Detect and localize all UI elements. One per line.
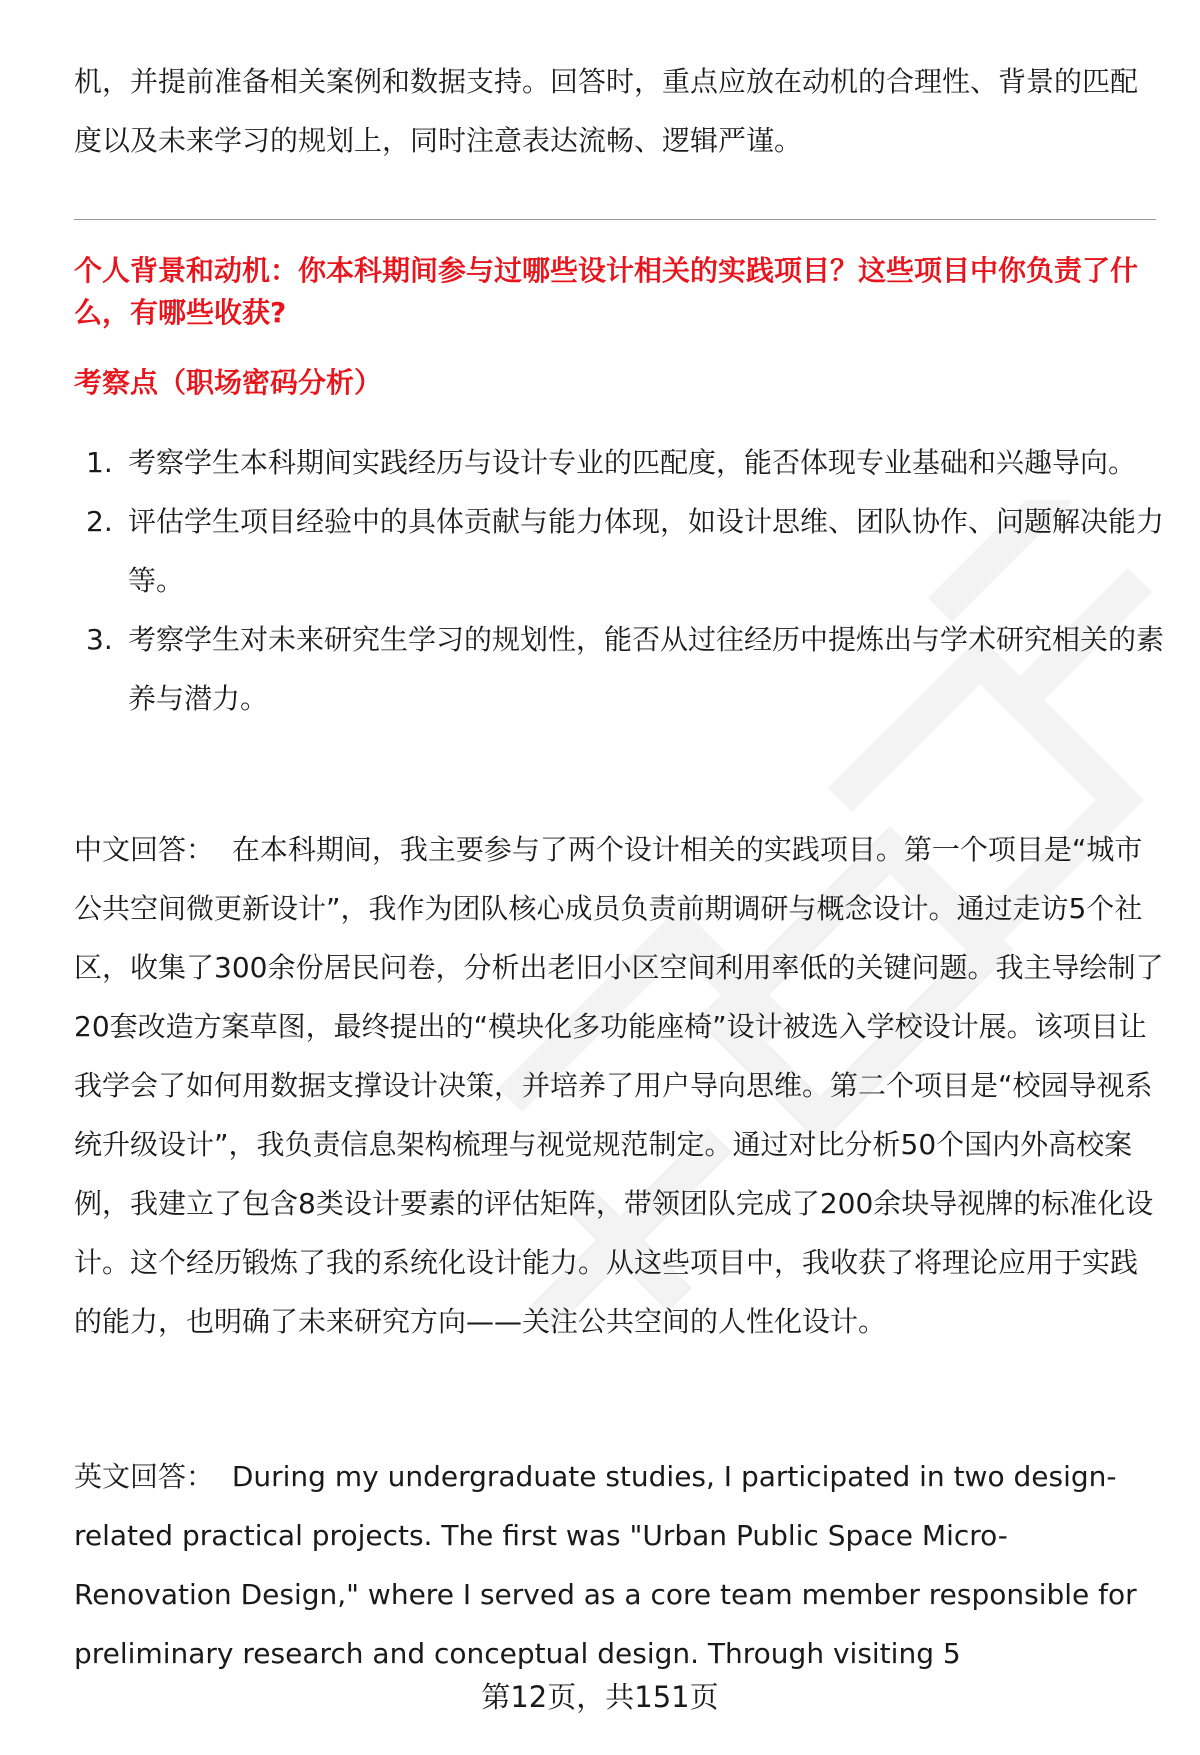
page-footer: 第12页，共151页	[481, 1680, 719, 1714]
intro-paragraph: 机，并提前准备相关案例和数据支持。回答时，重点应放在动机的合理性、背景的匹配度以及未来学习的规划上，同时注意表达流畅、逻辑严谨。	[74, 65, 1139, 157]
question-heading: 个人背景和动机：你本科期间参与过哪些设计相关的实践项目？这些项目中你负责了什么，有哪些收获?	[74, 254, 1139, 329]
chinese-answer-text: 在本科期间，我主要参与了两个设计相关的实践项目。第一个项目是“城市公共空间微更新设计”，我作为团队核心成员负责前期调研与概念设计。通过走访5个社区，收集了300余份居民问卷，分析出老旧小区空间利用率低的关键问题。我主导绘制了20套改造方案草图，最终提出的“模块化多功能座椅”设计被选入学校设计展。该项目让我学会了如何用数据支撑设计决策，并培养了用户导向思维。第二个项目是“校园导视系统升级设计”，我负责信息架构梳理与视觉规范制定。通过对比分析50个国内外高校案例，我建立了包含8类设计要素的评估矩阵，带领团队完成了200余块导视牌的标准化设计。这个经历锻炼了我的系统化设计能力。从这些项目中，我收获了将理论应用于实践的能力，也明确了未来研究方向——关注公共空间的人性化设计。	[74, 833, 1164, 1338]
english-answer-text: During my undergraduate studies, I participated in two design-related practical projects. The first was "Urban Public Space Micro-Renovation Design," where I served as a core team member responsible for preliminary research and conceptual design. Through visiting 5	[74, 1460, 1137, 1670]
chinese-answer	[74, 820, 1164, 1351]
list-item	[74, 492, 1164, 610]
section-divider	[74, 219, 1156, 220]
list-item-text: 考察学生对未来研究生学习的规划性，能否从过往经历中提炼出与学术研究相关的素养与潜力。	[128, 623, 1165, 715]
assessment-points-heading: 考察点（职场密码分析）	[74, 366, 383, 399]
list-item-number: 3.	[86, 623, 113, 656]
english-answer-label: 英文回答：	[74, 1460, 215, 1493]
english-answer	[74, 1447, 1164, 1683]
assessment-points-list	[74, 433, 1164, 728]
chinese-answer-label: 中文回答：	[74, 833, 215, 866]
list-item-text: 考察学生本科期间实践经历与设计专业的匹配度，能否体现专业基础和兴趣导向。	[128, 446, 1137, 479]
list-item-number: 2.	[86, 505, 113, 538]
list-item-number: 1.	[86, 446, 113, 479]
list-item	[74, 433, 1164, 492]
list-item	[74, 610, 1164, 728]
list-item-text: 评估学生项目经验中的具体贡献与能力体现，如设计思维、团队协作、问题解决能力等。	[128, 505, 1165, 597]
